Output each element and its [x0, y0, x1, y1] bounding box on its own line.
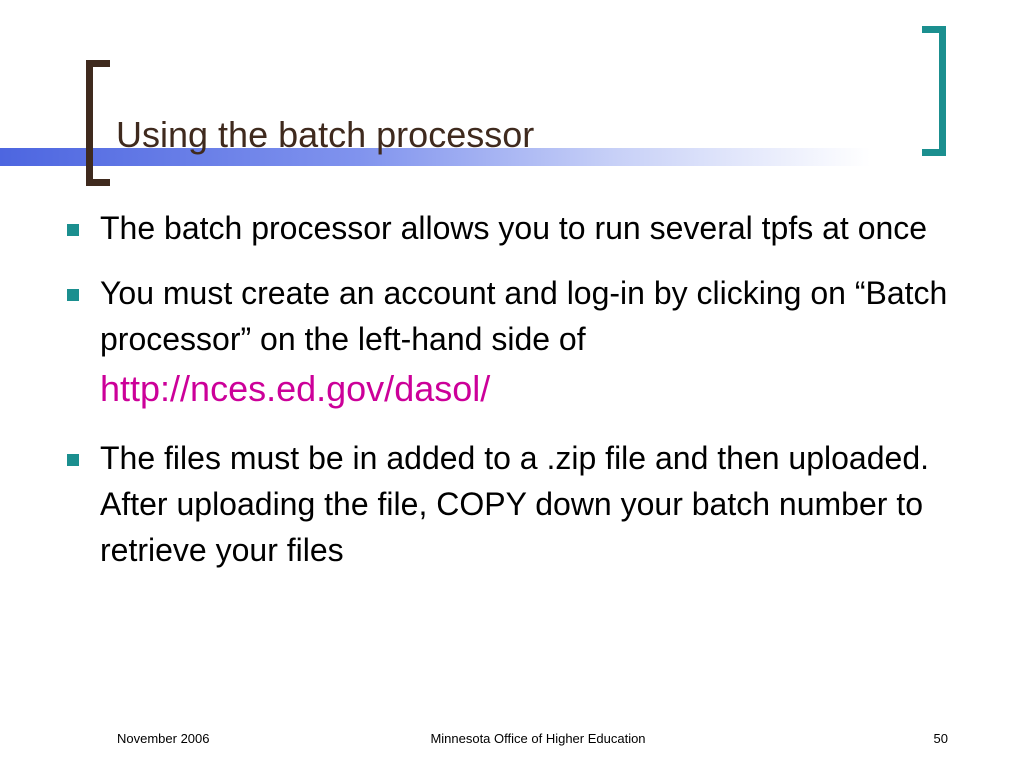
footer-date: November 2006 — [117, 731, 210, 746]
bullet-item-2 — [62, 270, 982, 416]
bullet-square-icon — [67, 289, 79, 301]
footer-organization: Minnesota Office of Higher Education — [430, 731, 646, 746]
left-bracket-decoration — [86, 60, 110, 186]
bullet-item-1 — [62, 205, 982, 251]
bullet-item-3 — [62, 435, 982, 573]
bullet-text: The batch processor allows you to run several tpfs at once — [100, 210, 928, 246]
slide-title: Using the batch processor — [116, 114, 535, 155]
right-bracket-decoration — [922, 26, 946, 156]
bullet-square-icon — [67, 224, 79, 236]
footer-page-number: 50 — [933, 731, 948, 746]
bullet-square-icon — [67, 454, 79, 466]
dasol-link[interactable]: http://nces.ed.gov/dasol/ — [100, 368, 491, 409]
bullet-text: You must create an account and log-in by clicking on “Batch processor” on the left-hand side of — [100, 275, 948, 357]
bullet-text: The files must be in added to a .zip file and then uploaded. After uploading the file, COPY down your batch number to retrieve your files — [100, 440, 929, 568]
bullet-list — [62, 205, 982, 592]
